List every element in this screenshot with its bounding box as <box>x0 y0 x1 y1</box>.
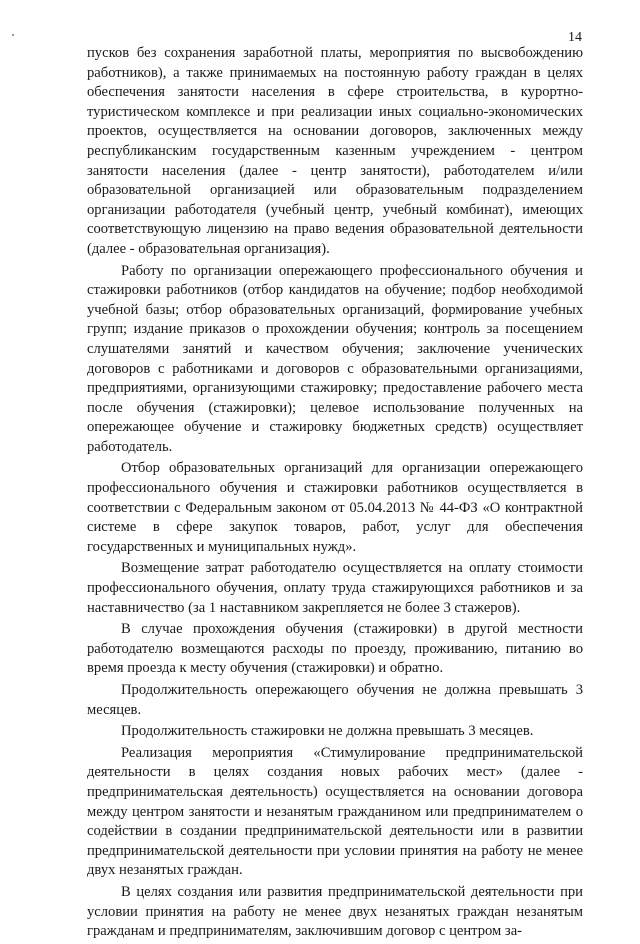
document-body <box>87 44 583 944</box>
paragraph-6: Продолжительность опережающего обучения не должна превышать 3 месяцев. <box>87 682 583 718</box>
paragraph-9: В целях создания или развития предпринимательской деятельности при условии принятия на работу не менее двух незанятых граждан незанятым гражданам и предпринимателям, заключившим договор с центром за- <box>87 883 583 940</box>
paragraph-8: Реализация мероприятия «Стимулирование предпринимательской деятельности в целях создания новых рабочих мест» (далее - предпринимательская деятельность) осуществляется на основании договора между центром занятости и незанятым гражданином или предпринимателем о содействии в создании предпринимательской деятельности или в развитии предпринимательской деятельности при условии принятия на работу не менее двух незанятых граждан. <box>87 744 583 879</box>
paragraph-7: Продолжительность стажировки не должна превышать 3 месяцев. <box>121 723 534 740</box>
paragraph-5: В случае прохождения обучения (стажировки) в другой местности работодателю возмещаются расходы по проезду, проживанию, питанию во время проезда к месту обучения (стажировки) и обратно. <box>87 621 583 677</box>
paragraph-4: Возмещение затрат работодателю осуществляется на оплату стоимости профессионального обучения, оплату труда стажирующихся работников и за наставничество (за 1 наставником закрепляется не более 3 стажеров). <box>87 560 583 616</box>
paragraph-3: Отбор образовательных организаций для организации опережающего профессионального обучения и стажировки работников осуществляется в соответствии с Федеральным законом от 05.04.2013 № 44-ФЗ «О контрактной системе в сфере закупок товаров, работ, услуг для обеспечения государственных и муниципальных нужд». <box>87 460 583 555</box>
page-number: 14 <box>568 30 582 45</box>
scan-speck <box>12 34 14 36</box>
paragraph-2: Работу по организации опережающего профессионального обучения и стажировки работников (отбор кандидатов на обучение; подбор необходимой учебной базы; отбор образовательных организаций, формирование учебных групп; издание приказов о прохождении обучения; контроль за посещением слушателями занятий и качеством обучения; заключение ученических договоров с работниками и договоров с образовательными организациями, предприятиями, организующими стажировку; предоставление рабочего места после обучения (стажировки); целевое использование полученных на опережающее обучение и стажировку бюджетных средств) осуществляет работодатель. <box>87 262 583 455</box>
paragraph-1: пусков без сохранения заработной платы, мероприятия по высвобождению работников), а также принимаемых на постоянную работу граждан в целях обеспечения занятости населения в сфере строительства, в курортно-туристическом комплексе и при реализации иных социально-экономических проектов, осуществляется на основании договоров, заключенных между республиканским государственным казенным учреждением - центром занятости населения (далее - центр занятости), работодателем и/или образовательной организацией или образовательным подразделением организации работодателя (учебный центр, учебный комбинат), имеющих соответствующую лицензию на право ведения образовательной деятельности (далее - образовательная организация). <box>87 45 583 257</box>
